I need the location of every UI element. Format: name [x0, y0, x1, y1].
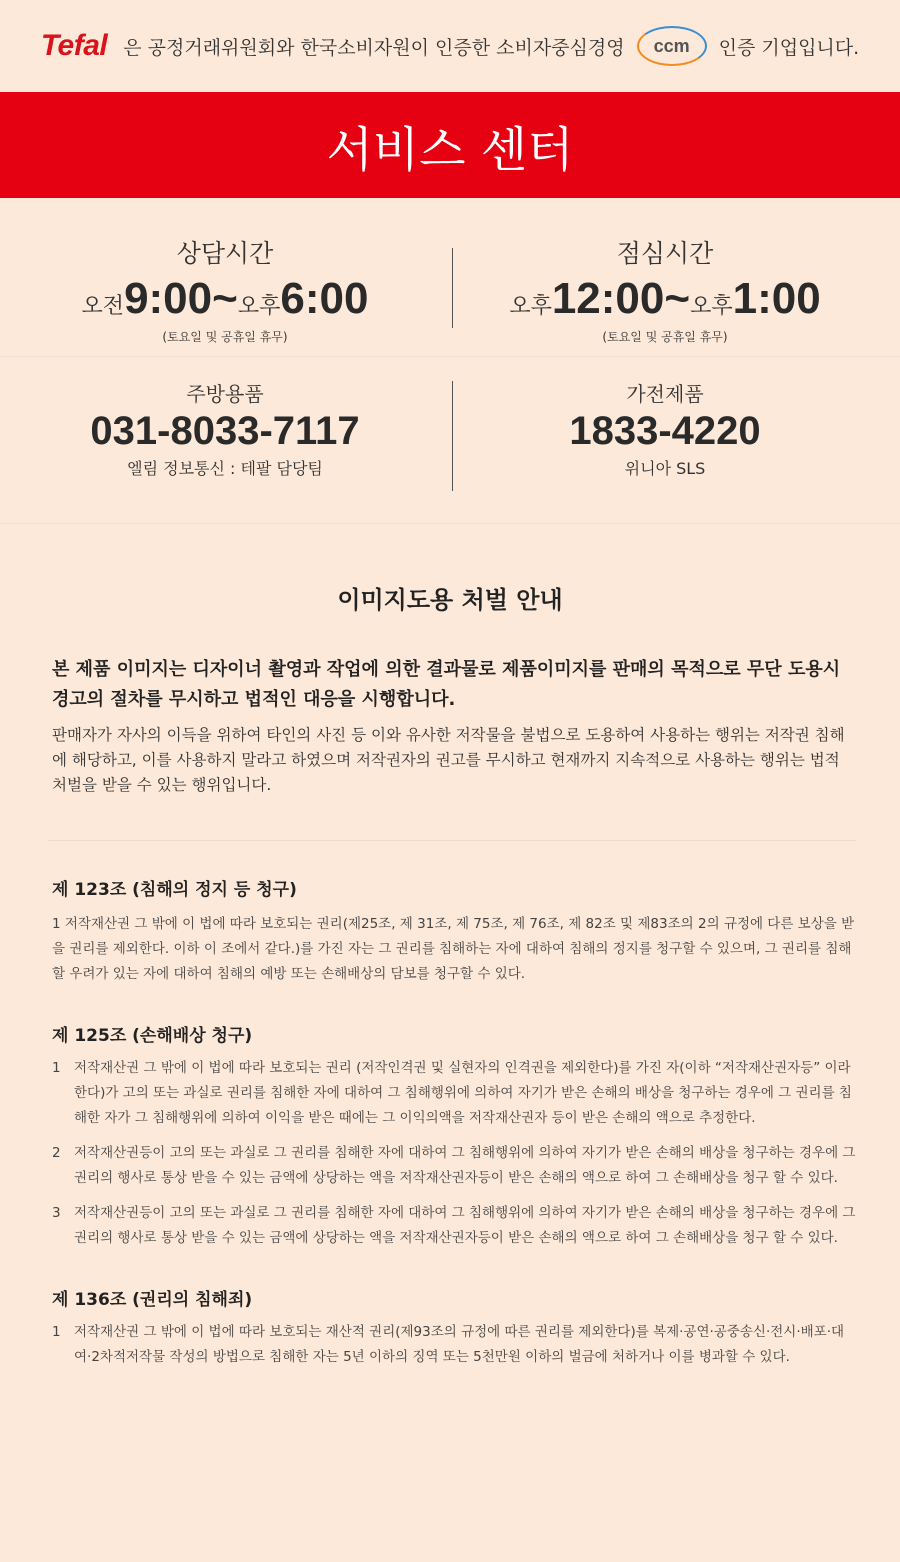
ccm-logo: ccm [637, 26, 707, 66]
item-text: 저작재산권 그 밖에 이 법에 따라 보호되는 권리 (저작인격권 및 실현자의 인격권을 제외한다)를 가진 자(이하 “저작재산권자등” 이라 한다)가 고의 또는 과실로 권리를 침해한 자에 대하여 그 침해행위에 의하여 자기가 받은 손해의 배상을 청구하는 경우에 그 권리를 침해한 자가 그 침해행위에 의하여 이익을 받은 때에는 그 이익의액을 저작재산권자 등이 받은 손해의 액으로 추정한다. [74, 1060, 852, 1126]
list-item [52, 1141, 856, 1191]
time-end: 6:00 [280, 274, 369, 323]
header-text-2: 인증 기업입니다. [718, 36, 860, 59]
header [0, 0, 900, 92]
appliance-contact-sub: 위니아 SLS [624, 459, 706, 478]
time-end: 1:00 [732, 274, 821, 323]
list-item [52, 1320, 856, 1370]
consult-hours-time [0, 274, 450, 324]
list-item [52, 1201, 856, 1251]
item-number: 2 [52, 1145, 61, 1161]
info-grid [0, 198, 900, 525]
divider-vertical [452, 381, 453, 491]
divider-vertical [452, 248, 453, 328]
notice-bold-text: 본 제품 이미지는 디자이너 촬영과 작업에 의한 결과물로 제품이미지를 판매의 목적으로 무단 도용시 경고의 절차를 무시하고 법적인 대응을 시행합니다. [52, 659, 841, 710]
appliance-contact-title: 가전제품 [626, 382, 704, 406]
notice-text: 판매자가 자사의 이득을 위하여 타인의 사진 등 이와 유사한 저작물을 불법으로 도용하여 사용하는 행위는 저작권 침해에 해당하고, 이를 사용하지 말라고 하였으며 저작권자의 권고를 무시하고 현재까지 지속적으로 사용하는 행위는 법적 처벌을 받을 수 있는 행위입니다. [52, 726, 845, 794]
article-125 [52, 1021, 856, 1251]
consult-hours [0, 234, 450, 345]
kitchen-contact-title: 주방용품 [186, 382, 264, 406]
time-start: 9:00 [124, 274, 213, 323]
kitchen-contact [0, 378, 450, 479]
item-text: 저작재산권등이 고의 또는 과실로 그 권리를 침해한 자에 대하여 그 침해행위에 의하여 자기가 받은 손해의 배상을 청구하는 경우에 그 권리의 행사로 통상 받을 수 있는 금액에 상당하는 액을 저작재산권자등이 받은 손해의 액으로 하여 그 손해배상을 청구 할 수 있다. [74, 1205, 856, 1246]
section-divider [48, 840, 856, 841]
article-123 [52, 875, 856, 987]
article-title: 제 123조 (침해의 정지 등 청구) [52, 880, 297, 900]
article-136 [52, 1285, 856, 1370]
appliance-contact [440, 378, 890, 479]
tefal-logo: Tefal [40, 29, 108, 62]
lunch-hours-title: 점심시간 [616, 239, 714, 268]
time-tilde: ~ [212, 274, 238, 323]
lunch-hours-time [440, 274, 890, 324]
item-number: 1 [52, 1060, 61, 1076]
appliance-phone[interactable]: 1833-4220 [569, 409, 761, 453]
list-item [52, 1056, 856, 1131]
kitchen-phone[interactable]: 031-8033-7117 [90, 409, 360, 453]
time-prefix: 오후 [690, 294, 733, 319]
header-text: 은 공정거래위원회와 한국소비자원이 인증한 소비자중심경영 [123, 36, 625, 59]
item-text: 저작재산권 그 밖에 이 법에 따라 보호되는 재산적 권리(제93조의 규정에 따른 권리를 제외한다)를 복제·공연·공중송신·전시·배포·대여·2차적저작물 작성의 방법으로 침해한 자는 5년 이하의 징역 또는 5천만원 이하의 벌금에 처하거나 이를 병과할 수 있다. [74, 1324, 845, 1365]
time-prefix: 오후 [237, 294, 281, 319]
consult-hours-title: 상담시간 [176, 239, 274, 268]
item-text: 저작재산권등이 고의 또는 과실로 그 권리를 침해한 자에 대하여 그 침해행위에 의하여 자기가 받은 손해의 배상을 청구하는 경우에 그 권리의 행사로 통상 받을 수 있는 금액에 상당하는 액을 저작재산권자등이 받은 손해의 액으로 하여 그 손해배상을 청구 할 수 있다. [74, 1145, 856, 1186]
lunch-hours-note: (토요일 및 공휴일 휴무) [602, 330, 728, 344]
divider-horizontal [0, 356, 900, 357]
divider-horizontal [0, 523, 900, 524]
time-prefix: 오후 [509, 294, 552, 319]
article-text: 1 저작재산권 그 밖에 이 법에 따라 보호되는 권리(제25조, 제 31조, 제 75조, 제 76조, 제 82조 및 제83조의 2의 규정에 다른 보상을 받을 권리를 제외한다. 이하 이 조에서 같다.)를 가진 자는 그 권리를 침해하는 자에 대하여 침해의 정지를 청구할 수 있으며, 그 권리를 침해할 우려가 있는 자에 대하여 침해의 예방 또는 손해배상의 담보를 청구할 수 있다. [52, 916, 855, 982]
service-center-banner [0, 92, 900, 198]
item-number: 3 [52, 1205, 61, 1221]
item-number: 1 [52, 1324, 61, 1340]
notice-title: 이미지도용 처벌 안내 [337, 586, 563, 614]
lunch-hours [440, 234, 890, 345]
time-start: 12:00 [551, 274, 665, 323]
time-tilde: ~ [664, 274, 691, 323]
time-prefix: 오전 [81, 294, 125, 319]
kitchen-contact-sub: 엘림 정보통신 : 테팔 담당팀 [127, 459, 323, 478]
consult-hours-note: (토요일 및 공휴일 휴무) [162, 330, 288, 344]
article-title: 제 136조 (권리의 침해죄) [52, 1290, 253, 1310]
article-title: 제 125조 (손해배상 청구) [52, 1026, 253, 1046]
banner-title: 서비스 센터 [326, 121, 574, 178]
